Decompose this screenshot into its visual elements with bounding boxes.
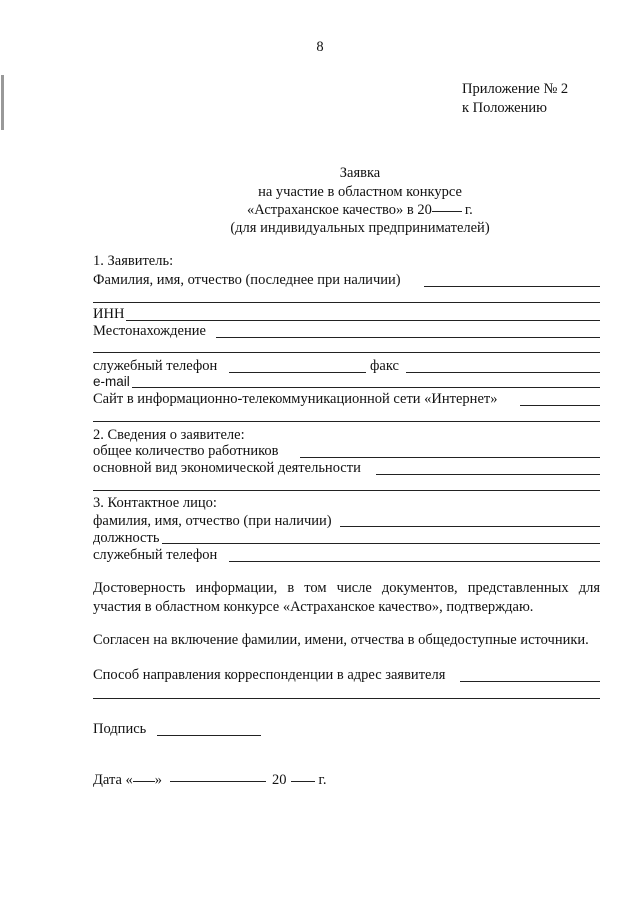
year-field[interactable]: [432, 211, 462, 212]
website-label: Сайт в информационно-телекоммуникационной сети «Интернет»: [93, 391, 498, 407]
form-title: Заявка: [339, 165, 381, 181]
date-suffix: г.: [318, 772, 327, 788]
activity-field-2[interactable]: [93, 490, 600, 491]
appendix-line2: к Положению: [462, 100, 547, 116]
date-year-prefix: 20: [272, 772, 287, 788]
signature-field[interactable]: [157, 735, 261, 736]
section1-heading: 1. Заявитель:: [93, 253, 174, 269]
date-prefix: Дата «: [93, 772, 133, 788]
website-field[interactable]: [520, 405, 600, 406]
contest-name: «Астраханское качество» в 20: [247, 202, 432, 218]
date-month-field[interactable]: [170, 781, 266, 782]
section2-heading: 2. Сведения о заявителе:: [93, 427, 245, 443]
fax-label: факс: [370, 358, 399, 374]
section3-heading: 3. Контактное лицо:: [93, 495, 217, 511]
employees-label: общее количество работников: [93, 443, 279, 459]
confirmation-text: Достоверность информации, в том числе документов, представленных для участия в областном конкурсе «Астраханское качество», подтверждаю.: [93, 580, 600, 615]
applicant-fio-label: Фамилия, имя, отчество (последнее при наличии): [93, 272, 401, 288]
fax-field[interactable]: [406, 372, 600, 373]
applicant-phone-label: служебный телефон: [93, 358, 218, 374]
correspondence-field[interactable]: [460, 681, 600, 682]
email-field[interactable]: [132, 387, 600, 388]
inn-field[interactable]: [126, 320, 600, 321]
contact-fio-label: фамилия, имя, отчество (при наличии): [93, 513, 332, 529]
consent-text: Согласен на включение фамилии, имени, отчества в общедоступные источники.: [93, 632, 589, 648]
location-field-2[interactable]: [93, 352, 600, 353]
website-field-2[interactable]: [93, 421, 600, 422]
correspondence-label: Способ направления корреспонденции в адрес заявителя: [93, 667, 446, 683]
signature-label: Подпись: [93, 721, 147, 737]
date-year-field[interactable]: [291, 781, 315, 782]
location-field[interactable]: [216, 337, 600, 338]
appendix-line1: Приложение № 2: [462, 81, 569, 97]
email-label: e-mail: [93, 374, 130, 389]
form-subtitle-year-line: [247, 203, 473, 218]
contact-phone-field[interactable]: [229, 561, 600, 562]
applicant-phone-field[interactable]: [229, 372, 366, 373]
contact-phone-label: служебный телефон: [93, 547, 218, 563]
date-middle: »: [154, 772, 163, 788]
contact-position-field[interactable]: [162, 543, 600, 544]
date-row: [93, 773, 326, 788]
correspondence-field-2[interactable]: [93, 698, 600, 699]
applicant-fio-field[interactable]: [424, 286, 600, 287]
location-label: Местонахождение: [93, 323, 206, 339]
year-suffix: г.: [464, 202, 473, 218]
applicant-fio-field-2[interactable]: [93, 302, 600, 303]
activity-label: основной вид экономической деятельности: [93, 460, 361, 476]
form-audience: (для индивидуальных предпринимателей): [230, 220, 490, 236]
activity-field[interactable]: [376, 474, 600, 475]
margin-mark: [1, 75, 4, 130]
employees-field[interactable]: [300, 457, 600, 458]
date-day-field[interactable]: [133, 781, 155, 782]
contact-position-label: должность: [93, 530, 160, 546]
page-number: 8: [316, 39, 324, 55]
contact-fio-field[interactable]: [340, 526, 600, 527]
form-subtitle: на участие в областном конкурсе: [258, 184, 462, 200]
inn-label: ИНН: [93, 306, 125, 322]
